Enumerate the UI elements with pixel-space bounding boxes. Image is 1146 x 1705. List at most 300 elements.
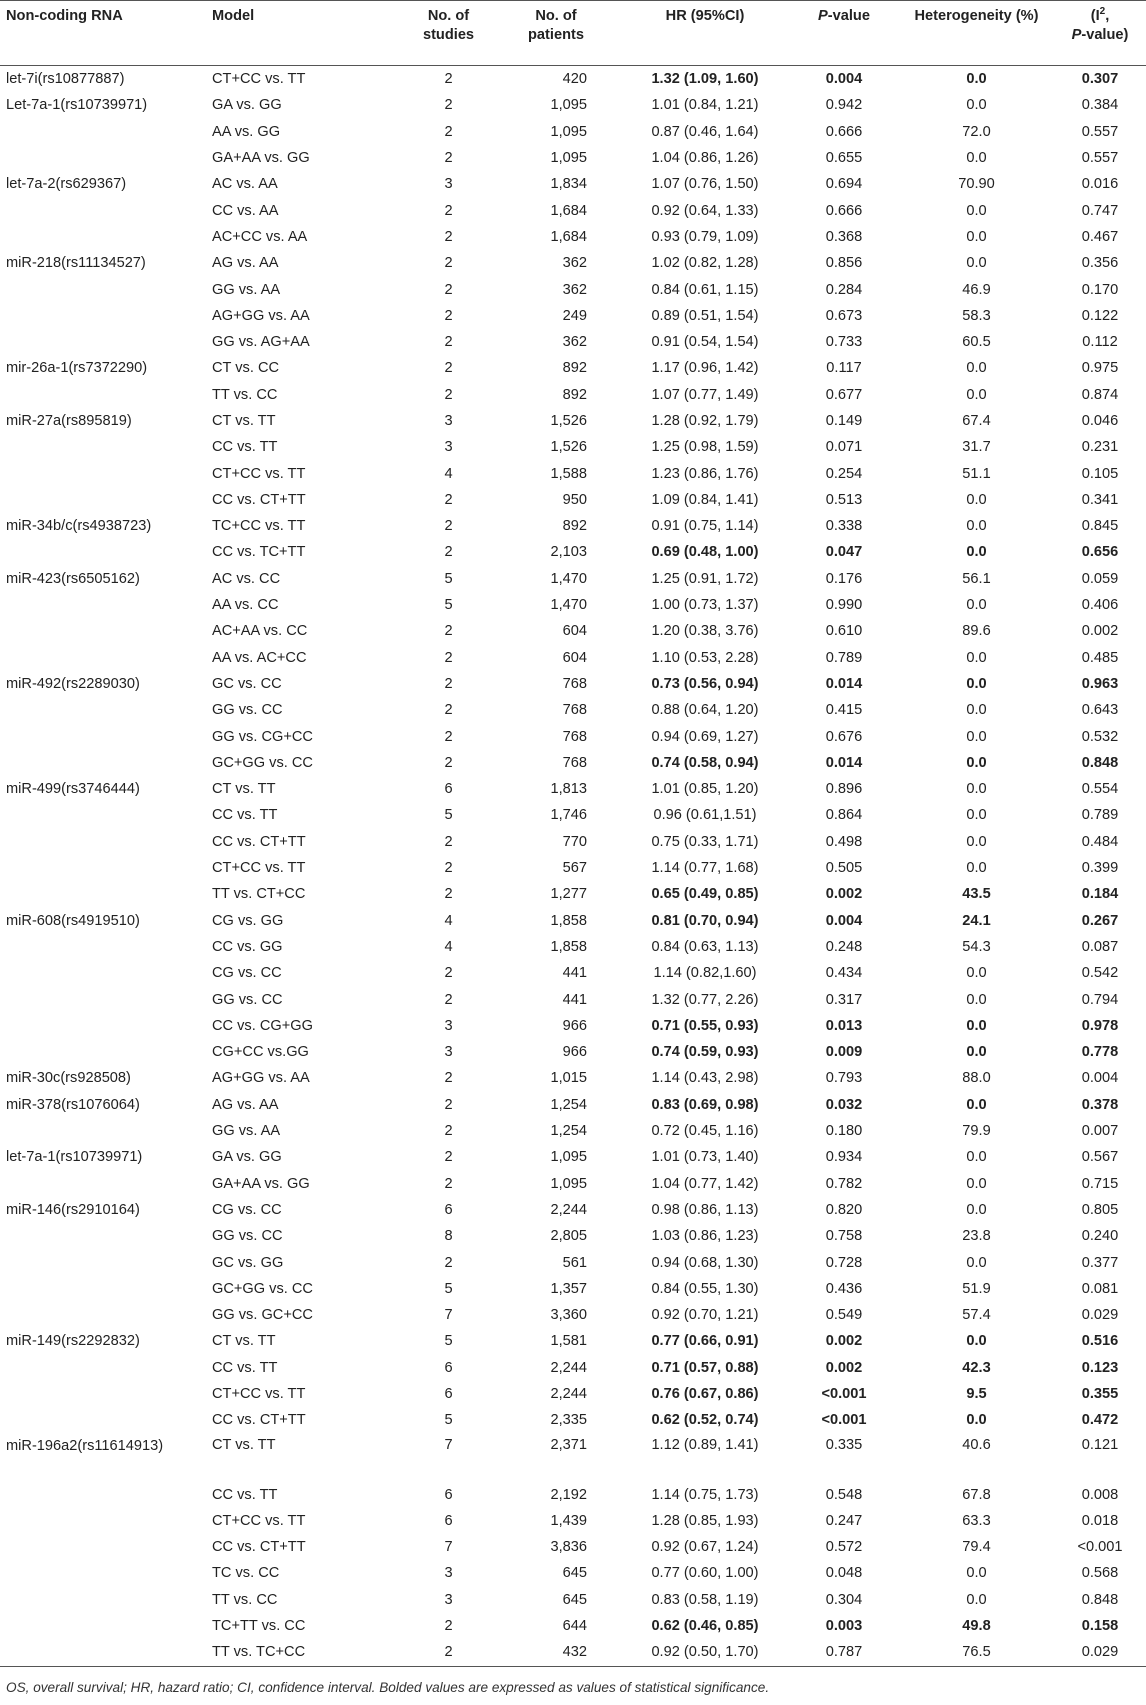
cell-ncrna: let-7a-2(rs629367) <box>6 176 127 193</box>
cell-i2-pvalue: 0.747 <box>1081 202 1119 219</box>
cell-hr: 1.01 (0.84, 1.21) <box>651 97 759 114</box>
cell-ncrna <box>0 303 206 329</box>
cell-ncrna <box>0 1223 206 1249</box>
cell-pvalue: 0.004 <box>825 912 863 929</box>
cell-hr: 1.23 (0.86, 1.76) <box>651 465 759 482</box>
table-row <box>0 908 1146 934</box>
cell-patients: 1,858 <box>550 938 587 955</box>
cell-patients: 567 <box>562 860 587 877</box>
cell-model: AG+GG vs. AA <box>212 1070 310 1087</box>
cell-studies: 2 <box>444 334 453 351</box>
table-row <box>0 1534 1146 1560</box>
cell-patients: 1,095 <box>550 1175 587 1192</box>
cell-patients: 892 <box>562 386 587 403</box>
cell-pvalue: 0.002 <box>825 1333 863 1350</box>
cell-studies: 2 <box>444 675 453 692</box>
cell-pvalue: 0.009 <box>825 1044 863 1061</box>
cell-model: CC vs. TT <box>212 1359 278 1376</box>
cell-model: GG vs. CG+CC <box>212 728 313 745</box>
cell-i2-pvalue: 0.399 <box>1081 860 1119 877</box>
cell-ncrna <box>0 592 206 618</box>
cell-heterogeneity: 67.4 <box>962 413 991 429</box>
header-ncrna: Non-coding RNA <box>0 1 206 66</box>
cell-hr: 1.32 (1.09, 1.60) <box>651 71 759 88</box>
cell-i2-pvalue: 0.532 <box>1081 728 1119 745</box>
header-pvalue: P-value <box>789 1 899 66</box>
cell-patients: 2,103 <box>550 544 587 561</box>
table-row <box>0 92 1146 118</box>
cell-patients: 966 <box>562 1044 587 1061</box>
cell-model: CC vs. TT <box>212 807 278 824</box>
cell-pvalue: 0.505 <box>825 860 863 877</box>
cell-studies: 2 <box>444 833 453 850</box>
cell-pvalue: 0.677 <box>825 386 863 403</box>
cell-studies: 2 <box>444 386 453 403</box>
cell-ncrna: miR-492(rs2289030) <box>6 675 140 692</box>
cell-i2-pvalue: 0.643 <box>1081 702 1119 719</box>
header-studies: No. of studies <box>406 1 491 66</box>
table-row <box>0 1092 1146 1118</box>
cell-studies: 5 <box>444 1412 453 1429</box>
cell-model: CC vs. CT+TT <box>212 833 306 850</box>
cell-studies: 2 <box>406 1639 491 1666</box>
cell-hr: 0.83 (0.58, 1.19) <box>651 1591 759 1608</box>
cell-studies: 4 <box>444 938 453 955</box>
cell-i2-pvalue: 0.542 <box>1081 965 1119 982</box>
cell-hr: 0.71 (0.55, 0.93) <box>651 1017 759 1034</box>
table-row <box>0 382 1146 408</box>
cell-patients: 770 <box>562 833 587 850</box>
cell-ncrna: miR-27a(rs895819) <box>6 413 132 429</box>
table-row <box>0 1481 1146 1507</box>
table-row <box>0 1355 1146 1381</box>
cell-hr: 0.92 (0.70, 1.21) <box>651 1307 759 1324</box>
header-patients: No. of patients <box>491 1 621 66</box>
cell-patients: 1,684 <box>550 228 587 245</box>
cell-heterogeneity: 0.0 <box>966 991 987 1008</box>
cell-studies: 2 <box>444 307 453 324</box>
cell-pvalue: 0.047 <box>825 544 863 561</box>
cell-model: GA vs. GG <box>212 1149 282 1166</box>
header-hr: HR (95%CI) <box>621 1 789 66</box>
cell-heterogeneity: 57.4 <box>962 1307 991 1324</box>
table-row <box>0 434 1146 460</box>
cell-ncrna <box>0 1639 206 1666</box>
cell-heterogeneity: 0.0 <box>966 1333 987 1350</box>
table-row <box>0 119 1146 145</box>
cell-i2-pvalue: 0.805 <box>1081 1201 1119 1218</box>
cell-heterogeneity: 79.9 <box>962 1123 991 1140</box>
cell-pvalue: 0.793 <box>825 1070 863 1087</box>
cell-pvalue: 0.002 <box>825 886 863 903</box>
cell-heterogeneity: 0.0 <box>966 860 987 877</box>
table-row <box>0 723 1146 749</box>
cell-model: AC+CC vs. AA <box>212 228 308 245</box>
cell-i2-pvalue: 0.557 <box>1081 123 1119 140</box>
cell-patients: 1,254 <box>550 1096 587 1113</box>
cell-model: CT+CC vs. TT <box>212 71 306 88</box>
cell-patients: 2,192 <box>550 1486 587 1503</box>
cell-patients: 604 <box>562 623 587 640</box>
cell-heterogeneity: 0.0 <box>966 1175 987 1192</box>
cell-heterogeneity: 0.0 <box>966 1412 987 1429</box>
cell-heterogeneity: 0.0 <box>966 649 987 666</box>
cell-hr: 0.77 (0.60, 1.00) <box>651 1565 759 1582</box>
cell-i2-pvalue: 0.467 <box>1081 228 1119 245</box>
cell-ncrna: miR-423(rs6505162) <box>6 570 140 587</box>
cell-heterogeneity: 0.0 <box>966 97 987 114</box>
cell-heterogeneity: 0.0 <box>966 965 987 982</box>
table-row <box>0 645 1146 671</box>
cell-model: CT+CC vs. TT <box>212 1385 306 1402</box>
cell-pvalue: 0.572 <box>825 1539 863 1556</box>
cell-ncrna <box>0 829 206 855</box>
cell-studies: 2 <box>444 491 453 508</box>
cell-model: CT vs. TT <box>212 1333 276 1350</box>
cell-studies: 2 <box>444 860 453 877</box>
cell-studies: 2 <box>444 1149 453 1166</box>
cell-ncrna <box>0 1249 206 1275</box>
cell-studies: 4 <box>444 465 453 482</box>
cell-heterogeneity: 0.0 <box>966 228 987 245</box>
table-row <box>0 881 1146 907</box>
cell-heterogeneity: 0.0 <box>966 807 987 824</box>
cell-ncrna <box>0 1587 206 1613</box>
cell-hr: 0.83 (0.69, 0.98) <box>651 1096 759 1113</box>
cell-ncrna <box>0 1170 206 1196</box>
cell-studies: 2 <box>444 1123 453 1140</box>
cell-model: GG vs. CC <box>212 1228 283 1245</box>
cell-studies: 2 <box>444 1096 453 1113</box>
cell-model: GA+AA vs. GG <box>212 1175 310 1192</box>
cell-heterogeneity: 31.7 <box>962 439 991 456</box>
cell-ncrna: let-7a-1(rs10739971) <box>6 1149 143 1166</box>
cell-studies: 2 <box>444 702 453 719</box>
cell-heterogeneity: 63.3 <box>962 1512 991 1529</box>
cell-studies: 3 <box>444 439 453 456</box>
cell-pvalue: 0.498 <box>825 833 863 850</box>
cell-hr: 0.76 (0.67, 0.86) <box>651 1385 759 1402</box>
cell-studies: 5 <box>444 1333 453 1350</box>
cell-model: GC vs. CC <box>212 675 282 692</box>
cell-i2-pvalue: 0.267 <box>1081 912 1119 929</box>
cell-heterogeneity: 0.0 <box>966 1565 987 1582</box>
cell-ncrna <box>0 276 206 302</box>
cell-i2-pvalue: 0.567 <box>1081 1149 1119 1166</box>
cell-ncrna: miR-499(rs3746444) <box>6 781 140 798</box>
cell-patients: 1,015 <box>550 1070 587 1087</box>
cell-patients: 2,805 <box>550 1228 587 1245</box>
cell-heterogeneity: 0.0 <box>966 597 987 614</box>
cell-ncrna <box>0 487 206 513</box>
cell-studies: 2 <box>444 1618 453 1635</box>
table-row <box>0 1197 1146 1223</box>
cell-hr: 1.00 (0.73, 1.37) <box>651 597 759 614</box>
cell-model: CC vs. CT+TT <box>212 1412 306 1429</box>
cell-hr: 0.92 (0.64, 1.33) <box>651 202 759 219</box>
cell-hr: 0.92 (0.67, 1.24) <box>651 1539 759 1556</box>
cell-pvalue: 0.415 <box>825 702 863 719</box>
cell-ncrna <box>0 460 206 486</box>
cell-patients: 432 <box>491 1639 621 1666</box>
cell-i2-pvalue: 0.184 <box>1081 886 1119 903</box>
cell-model: CC vs. TT <box>212 439 278 456</box>
cell-heterogeneity: 60.5 <box>962 334 991 351</box>
cell-model: CC vs. CT+TT <box>212 491 306 508</box>
cell-i2-pvalue: 0.516 <box>1081 1333 1119 1350</box>
cell-studies: 2 <box>444 1254 453 1271</box>
cell-hr: 1.14 (0.43, 2.98) <box>651 1070 759 1087</box>
cell-ncrna <box>0 723 206 749</box>
table-row <box>0 802 1146 828</box>
cell-studies: 5 <box>444 807 453 824</box>
table-row <box>0 303 1146 329</box>
cell-i2-pvalue: 0.004 <box>1081 1070 1119 1087</box>
cell-ncrna <box>0 1118 206 1144</box>
cell-patients: 768 <box>562 754 587 771</box>
cell-ncrna <box>0 1481 206 1507</box>
cell-hr: 0.74 (0.58, 0.94) <box>651 754 759 771</box>
cell-ncrna <box>0 329 206 355</box>
cell-i2-pvalue: 0.240 <box>1081 1228 1119 1245</box>
cell-i2-pvalue: 0.018 <box>1081 1512 1119 1529</box>
cell-i2-pvalue: 0.002 <box>1081 623 1119 640</box>
cell-model: CT+CC vs. TT <box>212 465 306 482</box>
table-row <box>0 1065 1146 1091</box>
cell-studies: 6 <box>444 1359 453 1376</box>
table-row <box>0 986 1146 1012</box>
cell-studies: 3 <box>444 1017 453 1034</box>
cell-pvalue: 0.149 <box>825 413 863 429</box>
cell-heterogeneity: 0.0 <box>966 675 987 692</box>
cell-ncrna <box>0 1560 206 1586</box>
cell-heterogeneity: 0.0 <box>966 1017 987 1034</box>
cell-patients: 561 <box>562 1254 587 1271</box>
cell-ncrna <box>0 382 206 408</box>
cell-patients: 1,858 <box>550 912 587 929</box>
cell-studies: 2 <box>444 754 453 771</box>
cell-hr: 1.28 (0.92, 1.79) <box>651 413 759 429</box>
cell-heterogeneity: 79.4 <box>962 1539 991 1556</box>
cell-i2-pvalue: 0.307 <box>1081 71 1119 88</box>
table-row <box>0 1276 1146 1302</box>
cell-studies: 2 <box>444 150 453 167</box>
cell-i2-pvalue: 0.384 <box>1081 97 1119 114</box>
cell-hr: 1.09 (0.84, 1.41) <box>651 491 759 508</box>
cell-model: GC vs. GG <box>212 1254 284 1271</box>
cell-heterogeneity: 0.0 <box>966 1149 987 1166</box>
cell-pvalue: 0.990 <box>825 597 863 614</box>
cell-studies: 3 <box>444 1565 453 1582</box>
cell-studies: 2 <box>444 623 453 640</box>
cell-patients: 1,746 <box>550 807 587 824</box>
cell-studies: 6 <box>444 781 453 798</box>
cell-heterogeneity: 0.0 <box>966 728 987 745</box>
cell-patients: 1,095 <box>550 97 587 114</box>
table-row <box>0 276 1146 302</box>
cell-ncrna <box>0 1381 206 1407</box>
cell-pvalue: 0.733 <box>825 334 863 351</box>
cell-pvalue: 0.666 <box>825 123 863 140</box>
cell-pvalue: 0.934 <box>825 1149 863 1166</box>
cell-heterogeneity: 0.0 <box>966 544 987 561</box>
cell-heterogeneity: 0.0 <box>966 702 987 719</box>
cell-model: AA vs. CC <box>212 597 279 614</box>
cell-ncrna <box>0 145 206 171</box>
cell-ncrna: let-7i(rs10877887) <box>6 71 125 88</box>
cell-pvalue: 0.003 <box>825 1618 863 1635</box>
cell-model: GC+GG vs. CC <box>212 754 313 771</box>
cell-heterogeneity: 89.6 <box>962 623 991 640</box>
cell-studies: 2 <box>444 360 453 377</box>
cell-hr: 1.04 (0.77, 1.42) <box>651 1175 759 1192</box>
cell-heterogeneity: 0.0 <box>966 491 987 508</box>
cell-i2-pvalue: 0.081 <box>1081 1280 1119 1297</box>
table-row <box>0 1508 1146 1534</box>
cell-patients: 1,470 <box>550 570 587 587</box>
table-row <box>0 355 1146 381</box>
cell-studies: 6 <box>444 1385 453 1402</box>
cell-patients: 3,836 <box>550 1539 587 1556</box>
cell-pvalue: 0.180 <box>825 1123 863 1140</box>
cell-hr: 0.91 (0.54, 1.54) <box>651 334 759 351</box>
cell-hr: 0.77 (0.66, 0.91) <box>651 1333 759 1350</box>
cell-i2-pvalue: 0.794 <box>1081 991 1119 1008</box>
cell-i2-pvalue: 0.016 <box>1081 176 1119 193</box>
cell-pvalue: 0.304 <box>825 1591 863 1608</box>
table-row <box>0 145 1146 171</box>
cell-model: TC+CC vs. TT <box>212 518 306 535</box>
cell-hr: 1.28 (0.85, 1.93) <box>651 1512 759 1529</box>
cell-patients: 1,581 <box>550 1333 587 1350</box>
cell-pvalue: 0.014 <box>825 675 863 692</box>
cell-studies: 3 <box>444 1591 453 1608</box>
cell-ncrna <box>0 434 206 460</box>
cell-heterogeneity: 24.1 <box>962 912 991 929</box>
cell-hr: 1.12 (0.89, 1.41) <box>651 1437 759 1454</box>
cell-ncrna: miR-378(rs1076064) <box>6 1096 140 1113</box>
cell-model: CG vs. CC <box>212 965 282 982</box>
cell-patients: 644 <box>562 1618 587 1635</box>
cell-model: CT vs. CC <box>212 360 280 377</box>
cell-model: AA vs. AC+CC <box>212 649 307 666</box>
table-row <box>0 250 1146 276</box>
cell-studies: 5 <box>444 1280 453 1297</box>
cell-patients: 1,095 <box>550 1149 587 1166</box>
cell-heterogeneity: 43.5 <box>962 886 991 903</box>
cell-heterogeneity: 0.0 <box>966 754 987 771</box>
cell-model: GG vs. GC+CC <box>212 1307 313 1324</box>
cell-studies: 2 <box>444 1070 453 1087</box>
cell-patients: 441 <box>562 965 587 982</box>
cell-hr: 0.71 (0.57, 0.88) <box>651 1359 759 1376</box>
cell-patients: 1,254 <box>550 1123 587 1140</box>
cell-hr: 0.96 (0.61,1.51) <box>653 807 757 824</box>
cell-pvalue: 0.896 <box>825 781 863 798</box>
cell-ncrna <box>0 1508 206 1534</box>
cell-pvalue: 0.176 <box>825 570 863 587</box>
cell-studies: 3 <box>444 413 453 429</box>
cell-pvalue: 0.513 <box>825 491 863 508</box>
table-row <box>0 829 1146 855</box>
cell-studies: 2 <box>444 71 453 88</box>
cell-hr: 1.32 (0.77, 2.26) <box>651 991 759 1008</box>
cell-studies: 2 <box>444 886 453 903</box>
cell-pvalue: 0.032 <box>825 1096 863 1113</box>
cell-model: AC+AA vs. CC <box>212 623 308 640</box>
cell-patients: 1,357 <box>550 1280 587 1297</box>
cell-i2-pvalue: 0.778 <box>1081 1044 1119 1061</box>
cell-model: CG+CC vs.GG <box>212 1044 309 1061</box>
table-body <box>0 66 1146 1667</box>
cell-ncrna <box>0 618 206 644</box>
cell-hr: 1.14 (0.75, 1.73) <box>651 1486 759 1503</box>
table-row <box>0 539 1146 565</box>
cell-heterogeneity: 0.0 <box>966 150 987 167</box>
cell-model: TT vs. CC <box>212 386 278 403</box>
cell-pvalue: 0.247 <box>825 1512 863 1529</box>
table-row <box>0 750 1146 776</box>
cell-pvalue: 0.864 <box>825 807 863 824</box>
cell-patients: 768 <box>562 728 587 745</box>
cell-hr: 0.74 (0.59, 0.93) <box>651 1044 759 1061</box>
cell-pvalue: 0.254 <box>825 465 863 482</box>
cell-model: AG vs. AA <box>212 1096 279 1113</box>
cell-ncrna <box>0 1302 206 1328</box>
cell-patients: 604 <box>562 649 587 666</box>
cell-studies: 6 <box>444 1512 453 1529</box>
cell-i2-pvalue: 0.355 <box>1081 1385 1119 1402</box>
cell-studies: 7 <box>444 1307 453 1324</box>
cell-ncrna: mir-26a-1(rs7372290) <box>6 360 148 377</box>
cell-ncrna <box>0 1534 206 1560</box>
cell-patients: 1,277 <box>550 886 587 903</box>
cell-i2-pvalue: 0.105 <box>1081 465 1119 482</box>
table-row <box>0 566 1146 592</box>
cell-studies: 2 <box>444 991 453 1008</box>
cell-studies: 2 <box>444 965 453 982</box>
cell-pvalue: 0.048 <box>825 1565 863 1582</box>
cell-model: GG vs. CC <box>212 991 283 1008</box>
cell-pvalue: 0.071 <box>825 439 863 456</box>
cell-model: AA vs. GG <box>212 123 281 140</box>
cell-pvalue: 0.610 <box>825 623 863 640</box>
cell-model: GG vs. AA <box>212 1123 281 1140</box>
cell-pvalue: 0.789 <box>825 649 863 666</box>
cell-hr: 1.14 (0.82,1.60) <box>653 965 757 982</box>
cell-hr: 0.93 (0.79, 1.09) <box>651 228 759 245</box>
cell-pvalue: 0.248 <box>825 938 863 955</box>
cell-ncrna <box>0 960 206 986</box>
cell-i2-pvalue: 0.087 <box>1081 938 1119 955</box>
cell-heterogeneity: 0.0 <box>966 360 987 377</box>
cell-hr: 0.69 (0.48, 1.00) <box>651 544 759 561</box>
cell-hr: 0.94 (0.69, 1.27) <box>651 728 759 745</box>
cell-pvalue: 0.368 <box>825 228 863 245</box>
table-row <box>0 1381 1146 1407</box>
cell-model: CT vs. TT <box>212 413 276 429</box>
cell-model: CC vs. GG <box>212 938 283 955</box>
cell-patients: 3,360 <box>550 1307 587 1324</box>
cell-studies: 2 <box>444 228 453 245</box>
cell-pvalue: 0.004 <box>825 71 863 88</box>
table-row <box>0 1587 1146 1613</box>
table-row <box>0 934 1146 960</box>
cell-studies: 3 <box>444 1044 453 1061</box>
cell-heterogeneity: 40.6 <box>962 1437 991 1454</box>
cell-model: GA+AA vs. GG <box>212 150 310 167</box>
cell-hr: 0.81 (0.70, 0.94) <box>651 912 759 929</box>
